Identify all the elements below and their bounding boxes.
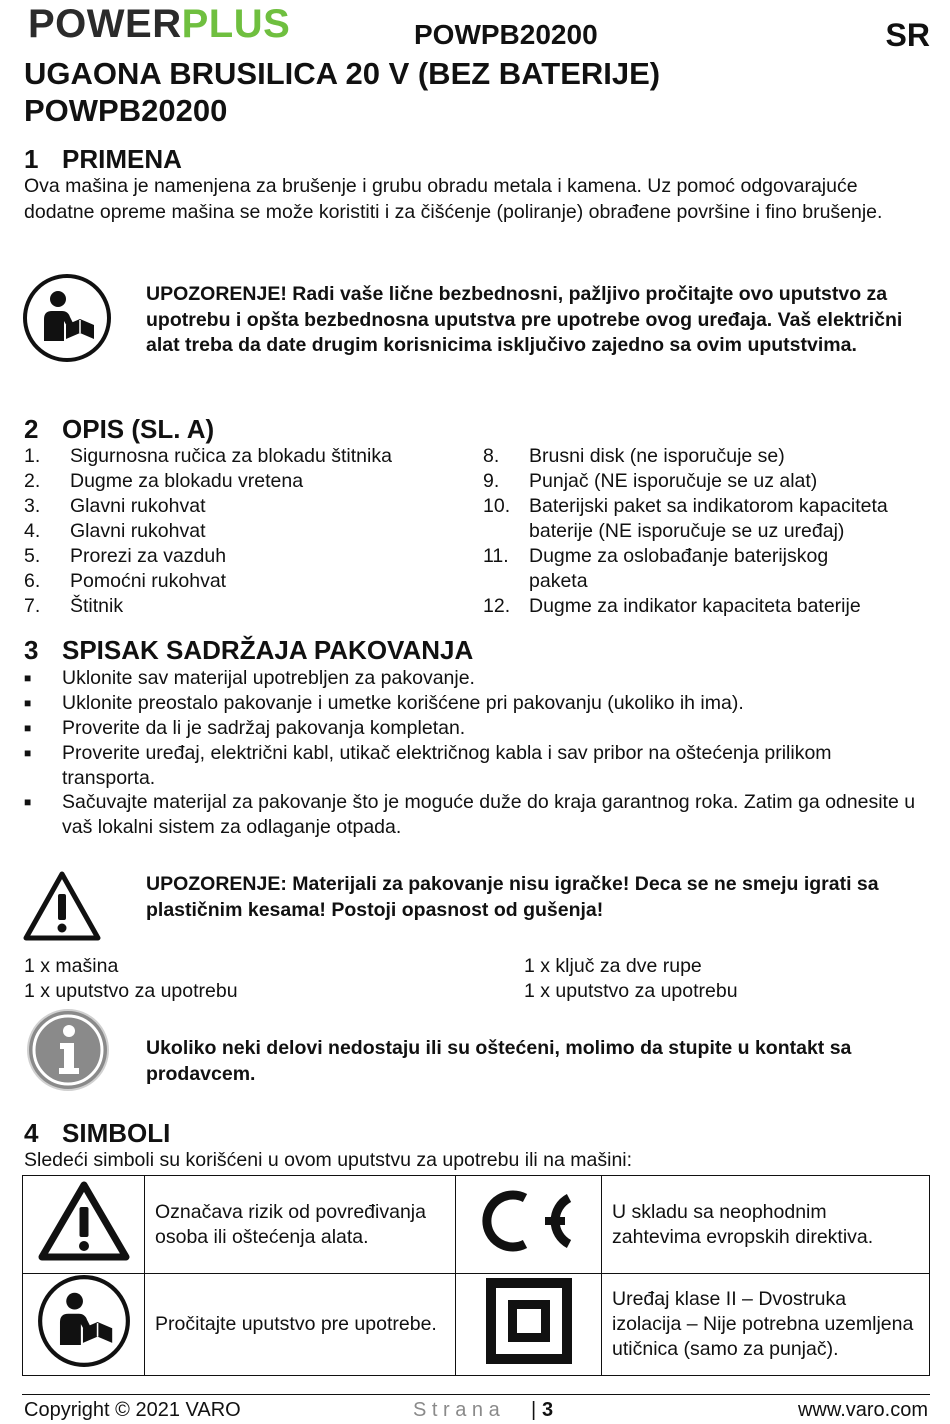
- section4-number: 4: [24, 1118, 39, 1148]
- brand-logo-part1: POWER: [28, 2, 182, 46]
- table-cell: [23, 1176, 145, 1274]
- table-cell: [23, 1274, 145, 1376]
- contents-right-1: 1 x ključ za dve rupe: [524, 955, 702, 977]
- footer-page-number: 3: [542, 1399, 554, 1421]
- section1-warning: UPOZORENJE! Radi vaše lične bezbednosni, pažljivo pročitajte ovo uputstvo za upotrebu i opšta bezbednosna uputstva pre upotrebe ovog uređaja. Vaš električni alat treba da date drugim korisnicima isključivo zajedno sa ovim uputstvima.: [146, 283, 903, 356]
- document-title-line2: POWPB20200: [24, 93, 228, 128]
- footer-website: www.varo.com: [797, 1399, 928, 1421]
- section4-heading: [24, 1118, 170, 1148]
- list-item: ■ Sačuvajte materijal za pakovanje što je moguće duže do kraja garantnog roka. Zatim ga odnesite u vaš lokalni sistem za odlaganje otpada.: [24, 791, 916, 838]
- document-title-line1: UGAONA BRUSILICA 20 V (BEZ BATERIJE): [24, 56, 661, 91]
- section1-title: PRIMENA: [62, 144, 182, 174]
- section3-title: SPISAK SADRŽAJA PAKOVANJA: [62, 635, 474, 665]
- contents-left-2: 1 x uputstvo za upotrebu: [24, 980, 238, 1002]
- model-number: POWPB20200: [414, 19, 598, 50]
- language-code: SR: [885, 17, 930, 53]
- symbols-table: [22, 1175, 930, 1376]
- section1-number: 1: [24, 144, 39, 174]
- table-cell: Označava rizik od povređivanja osoba ili oštećenja alata.: [145, 1176, 456, 1274]
- table-cell: [456, 1274, 602, 1376]
- list-item: ■ Uklonite preostalo pakovanje i umetke korišćene pri pakovanju (ukoliko ih ima).: [24, 692, 744, 714]
- section2-number: 2: [24, 414, 39, 444]
- class-ii-double-insulation-icon: [482, 1274, 576, 1368]
- document-title: [24, 55, 924, 129]
- contents-right-2: 1 x uputstvo za upotrebu: [524, 980, 738, 1002]
- warning-triangle-icon: [36, 1179, 132, 1263]
- warning-triangle-icon: [22, 870, 102, 942]
- list-item: 10. Baterijski paket sa indikatorom kapaciteta baterije (NE isporučuje se uz uređaj): [483, 495, 888, 542]
- table-row: [23, 1176, 930, 1274]
- brand-logo: [28, 2, 290, 46]
- read-manual-icon: [37, 1274, 131, 1368]
- footer-divider: [22, 1394, 930, 1395]
- section2-heading: [24, 414, 214, 444]
- info-icon: [26, 1008, 110, 1092]
- read-manual-icon: [22, 273, 112, 363]
- section1-text: Ova mašina je namenjena za brušenje i grubu obradu metala i kamena. Uz pomoć odgovarajuće dodatne opreme mašina se može koristiti i za čišćenje (poliranje) obrađene površine i fino brušenje.: [24, 175, 883, 223]
- table-cell: U skladu sa neophodnim zahtevima evropskih direktiva.: [602, 1176, 930, 1274]
- ce-mark-icon: [481, 1186, 577, 1256]
- section2-title: OPIS (SL. A): [62, 414, 215, 444]
- list-item: 11. Dugme za oslobađanje baterijskog paketa: [483, 545, 829, 592]
- section4-title: SIMBOLI: [62, 1118, 171, 1148]
- list-item: ■ Proverite da li je sadržaj pakovanja kompletan.: [24, 717, 466, 739]
- section3-warning: UPOZORENJE: Materijali za pakovanje nisu igračke! Deca se ne smeju igrati sa plastičnim kesama! Postoji opasnost od gušenja!: [146, 873, 879, 921]
- table-row: [23, 1274, 930, 1376]
- footer-separator: |: [531, 1399, 537, 1421]
- table-cell: Pročitajte uputstvo pre upotrebe.: [145, 1274, 456, 1376]
- section3-number: 3: [24, 635, 39, 665]
- footer-copyright: Copyright © 2021 VARO: [24, 1399, 241, 1421]
- footer-page-label: S t r a n a: [413, 1399, 500, 1421]
- section1-heading: [24, 144, 182, 174]
- table-cell: [456, 1176, 602, 1274]
- table-cell: Uređaj klase II – Dvostruka izolacija – Nije potrebna uzemljena utičnica (samo za punjač).: [602, 1274, 930, 1376]
- section3-info: Ukoliko neki delovi nedostaju ili su oštećeni, molimo da stupite u kontakt sa prodavcem.: [146, 1037, 852, 1085]
- list-item: ■ Uklonite sav materijal upotrebljen za pakovanje.: [24, 667, 475, 689]
- list-item: ■ Proverite uređaj, električni kabl, utikač električnog kabla i sav pribor na oštećenja prilikom transporta.: [24, 742, 832, 789]
- contents-left-1: 1 x mašina: [24, 955, 119, 977]
- section4-intro: Sledeći simboli su korišćeni u ovom uputstvu za upotrebu ili na mašini:: [24, 1149, 633, 1171]
- brand-logo-part2: PLUS: [181, 2, 291, 46]
- section3-heading: [24, 635, 473, 665]
